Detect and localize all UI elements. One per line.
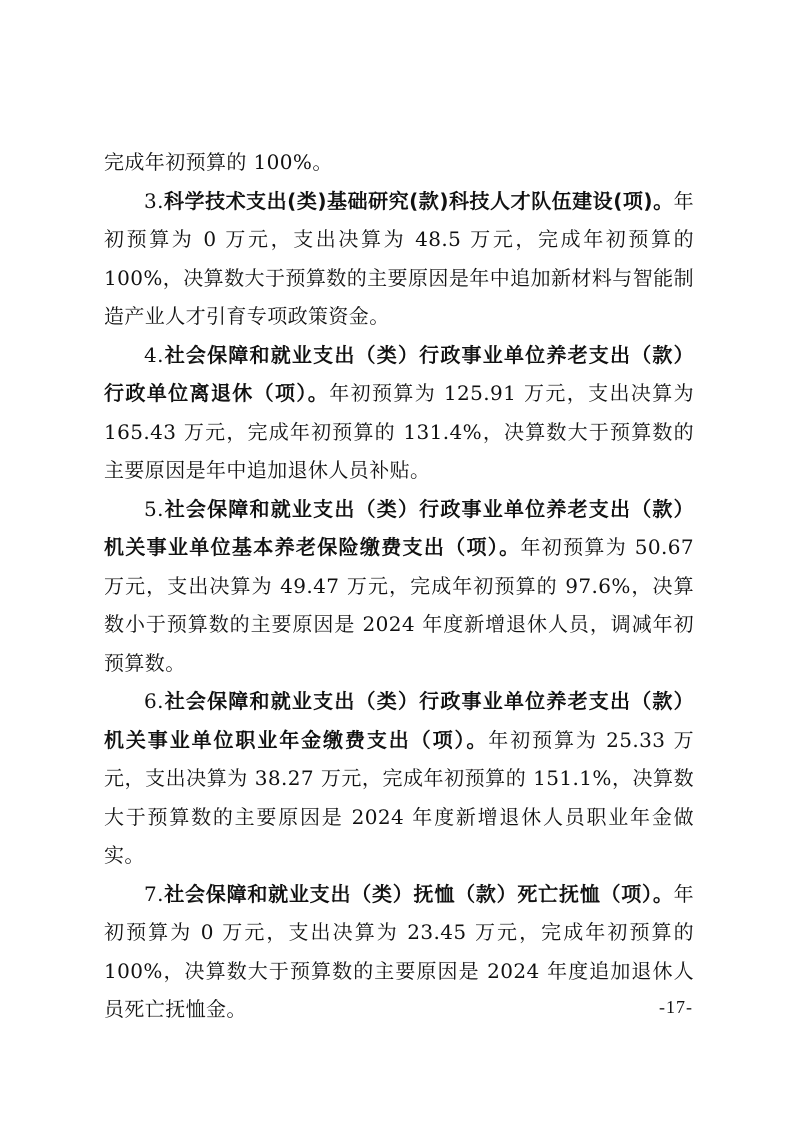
item-3-heading: 科学技术支出(类)基础研究(款)科技人才队伍建设(项)。	[163, 188, 674, 213]
page-number: -17-	[659, 997, 693, 1017]
item-3-body: 年初预算为 0 万元，支出决算为 48.5 万元，完成年初预算的 100%，决算数大于预算数的主要原因是年中追加新材料与智能制造产业人才引育专项政策资金。	[104, 188, 694, 328]
document-body	[104, 143, 694, 1029]
item-4-number: 4.	[144, 342, 164, 367]
paragraph-1-body: 完成年初预算的 100%。	[104, 150, 333, 174]
item-7-heading: 社会保障和就业支出（类）抚恤（款）死亡抚恤（项）。	[163, 881, 674, 906]
item-5-body: 年初预算为 50.67 万元，支出决算为 49.47 万元，完成年初预算的 97.6%，决算数小于预算数的主要原因是 2024 年度新增退休人员，调减年初预算数。	[104, 535, 695, 675]
item-6-body: 年初预算为 25.33 万元，支出决算为 38.27 万元，完成年初预算的 151.1%，决算数大于预算数的主要原因是 2024 年度新增退休人员职业年金做实。	[104, 727, 695, 867]
item-4-body: 年初预算为 125.91 万元，支出决算为 165.43 万元，完成年初预算的 131.4%，决算数大于预算数的主要原因是年中追加退休人员补贴。	[104, 381, 694, 482]
item-6-heading: 社会保障和就业支出（类）行政事业单位养老支出（款）机关事业单位职业年金缴费支出（项）。	[104, 689, 694, 752]
paragraph-item-6	[104, 682, 694, 875]
paragraph-1	[104, 143, 694, 182]
item-7-body: 年初预算为 0 万元，支出决算为 23.45 万元，完成年初预算的 100%，决算数大于预算数的主要原因是 2024 年度追加退休人员死亡抚恤金。	[104, 881, 694, 1021]
item-7-number: 7.	[144, 881, 164, 906]
paragraph-item-5	[104, 490, 694, 683]
paragraph-item-4	[104, 336, 694, 490]
paragraph-item-3	[104, 182, 694, 336]
item-3-number: 3.	[144, 188, 164, 213]
item-4-heading: 社会保障和就业支出（类）行政事业单位养老支出（款）行政单位离退休（项）。	[104, 342, 694, 405]
item-6-number: 6.	[144, 689, 164, 713]
item-5-heading: 社会保障和就业支出（类）行政事业单位养老支出（款）机关事业单位基本养老保险缴费支出（项）。	[104, 496, 694, 559]
item-5-number: 5.	[144, 496, 164, 521]
paragraph-item-7	[104, 875, 694, 1029]
